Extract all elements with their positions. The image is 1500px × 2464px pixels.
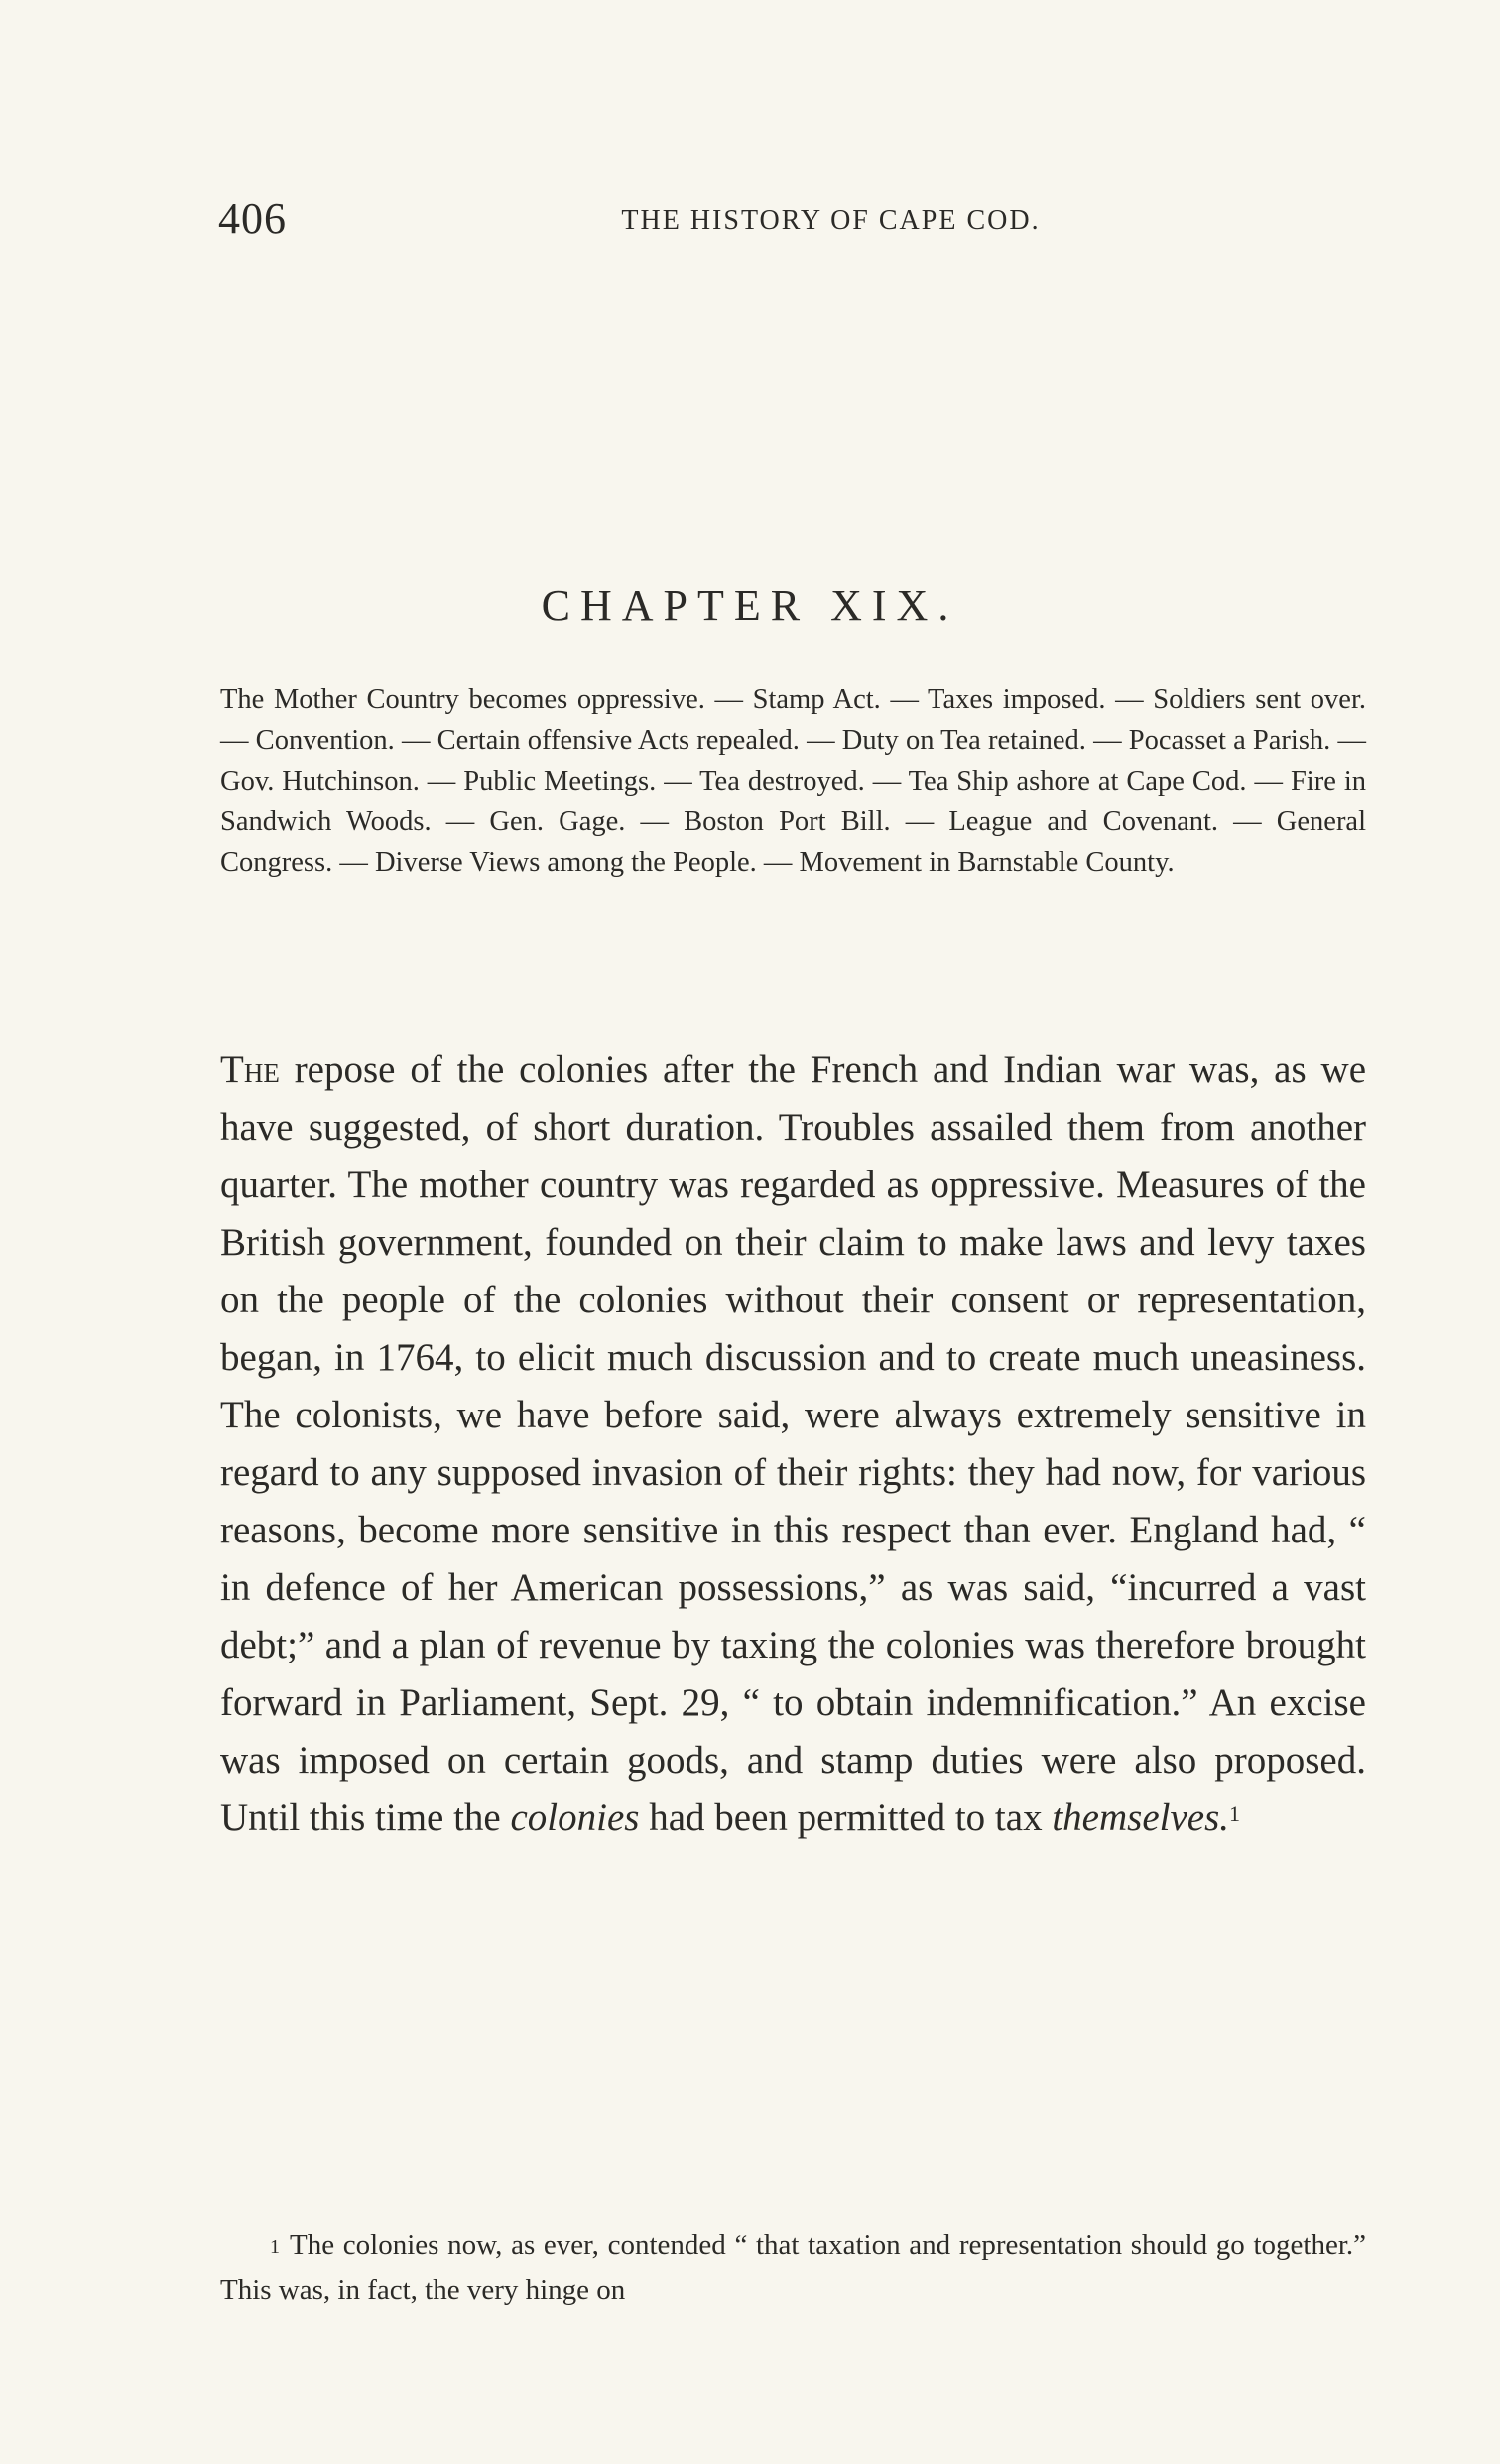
body-text-middle: had been permitted to tax [649, 1796, 1043, 1839]
footnote-text: The colonies now, as ever, contended “ that taxation and representation should go together.” This was, in fact, the very hinge on [220, 2229, 1366, 2306]
italic-colonies: colonies [510, 1796, 640, 1839]
running-head: THE HISTORY OF CAPE COD. [621, 205, 1041, 236]
footnote [220, 2222, 1366, 2313]
footnote-marker: 1 [270, 2236, 280, 2258]
page-header [218, 193, 1374, 253]
italic-themselves: themselves. [1052, 1796, 1230, 1839]
footnote-reference[interactable]: 1 [1229, 1801, 1241, 1826]
chapter-synopsis: The Mother Country becomes oppressive. — Stamp Act. — Taxes imposed. — Soldiers sent over. — Convention. — Certain offensive Acts repealed. — Duty on Tea retained. — Pocasset a Parish. — Gov. Hutchinson. — Public Meetings. — Tea destroyed. — Tea Ship ashore at Cape Cod. — Fire in Sandwich Woods. — Gen. Gage. — Boston Port Bill. — League and Covenant. — General Congress. — Diverse Views among the People. — Movement in Barnstable County. [220, 684, 1366, 878]
page-number: 406 [218, 194, 287, 243]
opening-word: The [220, 1048, 280, 1091]
chapter-title: CHAPTER XIX. [541, 581, 959, 630]
body-paragraph [220, 1042, 1366, 1847]
body-text-main: repose of the colonies after the French and Indian war was, as we have suggested, of short duration. Troubles assailed them from another quarter. The mother country was regarded as oppressive. Measures of the British government, founded on their claim to make laws and levy taxes on the people of the colonies without their consent or representation, began, in 1764, to elicit much discussion and to create much uneasiness. The colonists, we have before said, were always extremely sensitive in regard to any supposed invasion of their rights: they had now, for various reasons, become more sensitive in this respect than ever. England had, “ in defence of her American possessions,” as was said, “incurred a vast debt;” and a plan of revenue by taxing the colonies was therefore brought forward in Parliament, Sept. 29, “ to obtain indemnification.” An excise was imposed on certain goods, and stamp duties were also proposed. Until this time the [220, 1048, 1366, 1839]
